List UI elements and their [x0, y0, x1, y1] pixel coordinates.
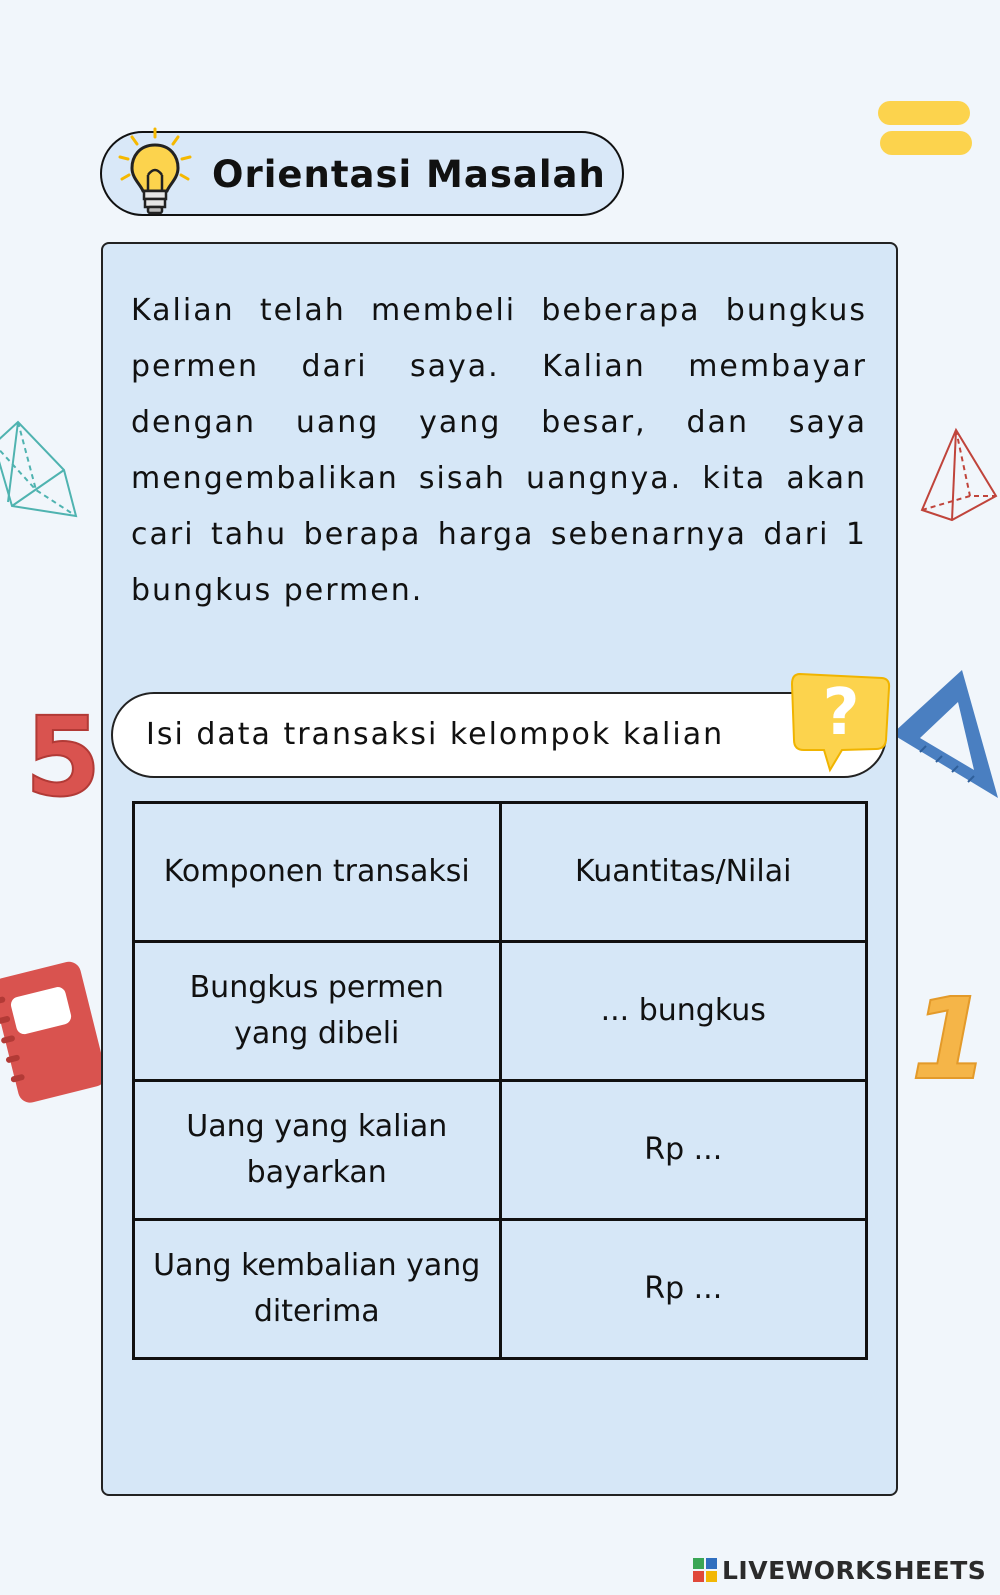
- table-cell-component: Bungkus permen yang dibeli: [134, 942, 501, 1081]
- number-five-decoration: [18, 703, 108, 813]
- yellow-stripes-decoration: [876, 97, 976, 163]
- table-row: [134, 1220, 867, 1359]
- prompt-pill: [111, 692, 887, 778]
- number-one-decoration: [910, 980, 990, 1090]
- watermark-text: LIVEWORKSHEETS: [722, 1555, 987, 1585]
- prism-decoration: [0, 418, 80, 528]
- table-cell-value[interactable]: Rp ...: [500, 1220, 867, 1359]
- question-bubble-icon: [786, 666, 894, 784]
- intro-paragraph: Kalian telah membeli beberapa bungkus permen dari saya. Kalian membayar dengan uang yang besar, dan saya mengembalikan sisah uangnya. kita akan cari tahu berapa harga sebenarnya dari 1 bungkus permen.: [131, 293, 867, 608]
- triangle-ruler-decoration: [890, 668, 1000, 814]
- liveworksheets-watermark: [692, 1555, 986, 1585]
- table-row: [134, 942, 867, 1081]
- transaction-table: [132, 801, 868, 1360]
- table-cell-component: Uang kembalian yang diterima: [134, 1220, 501, 1359]
- table-cell-value[interactable]: ... bungkus: [500, 942, 867, 1081]
- liveworksheets-logo-icon: [692, 1557, 718, 1583]
- table-cell-value[interactable]: Rp ...: [500, 1081, 867, 1220]
- lightbulb-icon: [114, 125, 196, 225]
- notebook-decoration: [0, 950, 105, 1110]
- table-row: [134, 1081, 867, 1220]
- section-title-pill: [100, 131, 624, 216]
- number-five: 5: [24, 703, 102, 813]
- table-header-cell: Komponen transaksi: [134, 803, 501, 942]
- pyramid-decoration: [918, 426, 998, 526]
- number-one: 1: [911, 980, 989, 1090]
- table-cell-component: Uang yang kalian bayarkan: [134, 1081, 501, 1220]
- table-header-row: [134, 803, 867, 942]
- table-header-cell: Kuantitas/Nilai: [500, 803, 867, 942]
- page-title: Orientasi Masalah: [212, 153, 606, 196]
- prompt-label: Isi data transaksi kelompok kalian: [146, 717, 725, 752]
- svg-text:?: ?: [822, 676, 860, 750]
